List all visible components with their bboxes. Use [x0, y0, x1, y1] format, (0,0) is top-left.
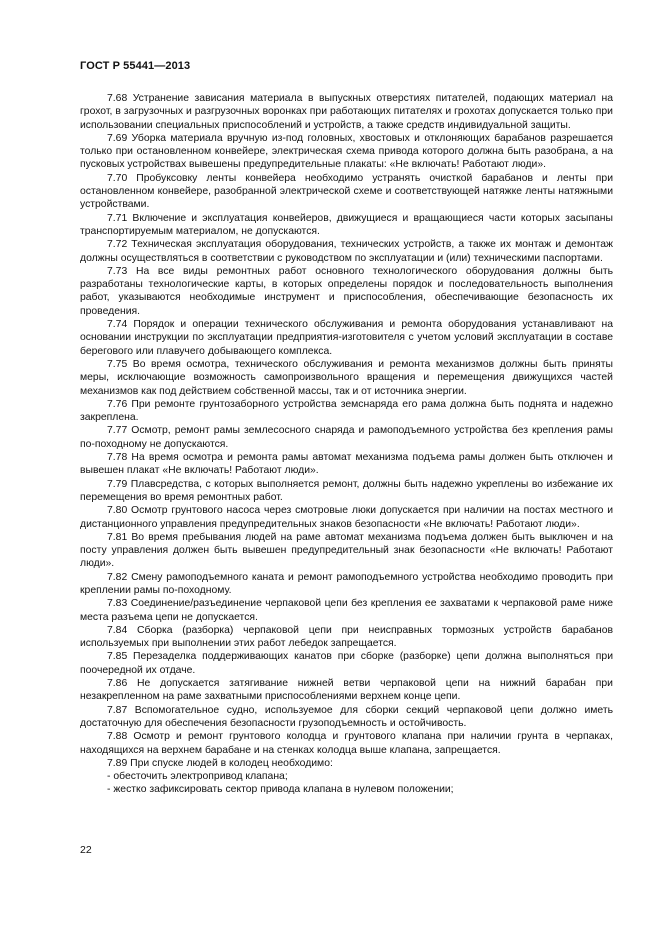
- list-item: - обесточить электропривод клапана;: [107, 771, 288, 783]
- paragraph-7-87: 7.87 Вспомогательное судно, используемое для сборки секций черпаковой цепи должно иметь достаточную для обеспечения безопасности грузоподъемность и остойчивость.: [80, 704, 613, 729]
- document-header: ГОСТ Р 55441—2013: [80, 60, 191, 72]
- paragraph-7-83: 7.83 Соединение/разъединение черпаковой цепи без крепления ее захватами к черпаковой раме ниже места разъема цепи не допускается.: [80, 598, 613, 623]
- paragraph-7-86: 7.86 Не допускается затягивание нижней ветви черпаковой цепи на нижний барабан при незакрепленном на раме захватными приспособлениями верхнем конце цепи.: [80, 678, 613, 703]
- page-number: 22: [80, 844, 92, 856]
- paragraph-7-76: 7.76 При ремонте грунтозаборного устройства земснаряда его рама должна быть поднята и надежно закреплена.: [80, 398, 613, 424]
- paragraph-7-72: 7.72 Техническая эксплуатация оборудования, технических устройств, а также их монтаж и демонтаж должны осуществляться в соответствии с руководством по эксплуатации и (или) техническими паспортами.: [80, 239, 613, 264]
- paragraph-7-85: 7.85 Перезаделка поддерживающих канатов при сборке (разборке) цепи должна выполняться при поочередной их отдаче.: [80, 651, 613, 676]
- paragraph-7-77: 7.77 Осмотр, ремонт рамы землесосного снаряда и рамоподъемного устройства без крепления рамы по-походному не допускаются.: [80, 425, 613, 450]
- paragraph-7-81: 7.81 Во время пребывания людей на раме автомат механизма подъема должен быть выключен и на посту управления должен быть вывешен предупредительный знак безопасности «Не включать! Работают люди».: [80, 531, 613, 570]
- paragraph-7-69: 7.69 Уборка материала вручную из-под головных, хвостовых и отклоняющих барабанов разрешается только при остановленном конвейере, электрическая схема привода которого должна быть разобрана, а на пусковых устройствах вывешены предупредительные плакаты: «Не включать! Работают люди».: [80, 132, 613, 171]
- paragraph-7-88: 7.88 Осмотр и ремонт грунтового колодца и грунтового клапана при наличии грунта в черпаках, находящихся на верхнем барабане и на стенках колодца выше клапана, запрещается.: [80, 731, 613, 756]
- paragraph-7-79: 7.79 Плавсредства, с которых выполняется ремонт, должны быть надежно укреплены во избежание их перемещения во время ремонтных работ.: [80, 478, 613, 503]
- paragraph-7-73: 7.73 На все виды ремонтных работ основного технологического оборудования должны быть разработаны технологические карты, в которых определены порядок и последовательность выполнения работ, указываются необходимые инструмент и приспособления, обеспечивающие безопасность их проведения.: [80, 265, 613, 317]
- paragraph-7-74: 7.74 Порядок и операции технического обслуживания и ремонта оборудования устанавливают на основании инструкции по эксплуатации предприятия-изготовителя с учетом условий эксплуатации в составе берегового или плавучего добывающего комплекса.: [80, 319, 613, 357]
- list-item: - жестко зафиксировать сектор привода клапана в нулевом положении;: [107, 784, 454, 796]
- paragraph-7-84: 7.84 Сборка (разборка) черпаковой цепи при неисправных тормозных устройств барабанов используемых при выполнении этих работ лебедок запрещается.: [80, 624, 613, 650]
- paragraph-7-82: 7.82 Смену рамоподъемного каната и ремонт рамоподъемного устройства необходимо проводить при креплении рамы по-походному.: [80, 571, 613, 596]
- paragraph-7-68: 7.68 Устранение зависания материала в выпускных отверстиях питателей, подающих материал на грохот, в загрузочных и разгрузочных воронках при работающих питателях и грохотах допускается только при использовании специальных приспособлений и устройств, а также средств индивидуальной защиты.: [80, 93, 613, 131]
- paragraph-7-75: 7.75 Во время осмотра, технического обслуживания и ремонта механизмов должны быть приняты меры, исключающие возможность самопроизвольного вращения и перемещения движущихся частей механизмов как под действием собственной массы, так и от источника энергии.: [80, 358, 613, 397]
- document-body: [80, 92, 613, 797]
- paragraph-7-89: 7.89 При спуске людей в колодец необходимо:: [107, 757, 333, 769]
- paragraph-7-78: 7.78 На время осмотра и ремонта рамы автомат механизма подъема рамы должен быть отключен и вывешен плакат «Не включать! Работают люди».: [80, 452, 613, 477]
- paragraph-7-80: 7.80 Осмотр грунтового насоса через смотровые люки допускается при наличии на постах местного и дистанционного управления предупредительных знаков безопасности «Не включать! Работают люди».: [80, 505, 613, 530]
- paragraph-7-71: 7.71 Включение и эксплуатация конвейеров, движущиеся и вращающиеся части которых засыпаны транспортируемым материалом, не допускаются.: [80, 212, 613, 237]
- paragraph-7-70: 7.70 Пробуксовку ленты конвейера необходимо устранять очисткой барабанов и ленты при остановленном конвейере, разобранной электрической схеме и соответствующей натяжке ленты натяжными устройствами.: [80, 172, 613, 211]
